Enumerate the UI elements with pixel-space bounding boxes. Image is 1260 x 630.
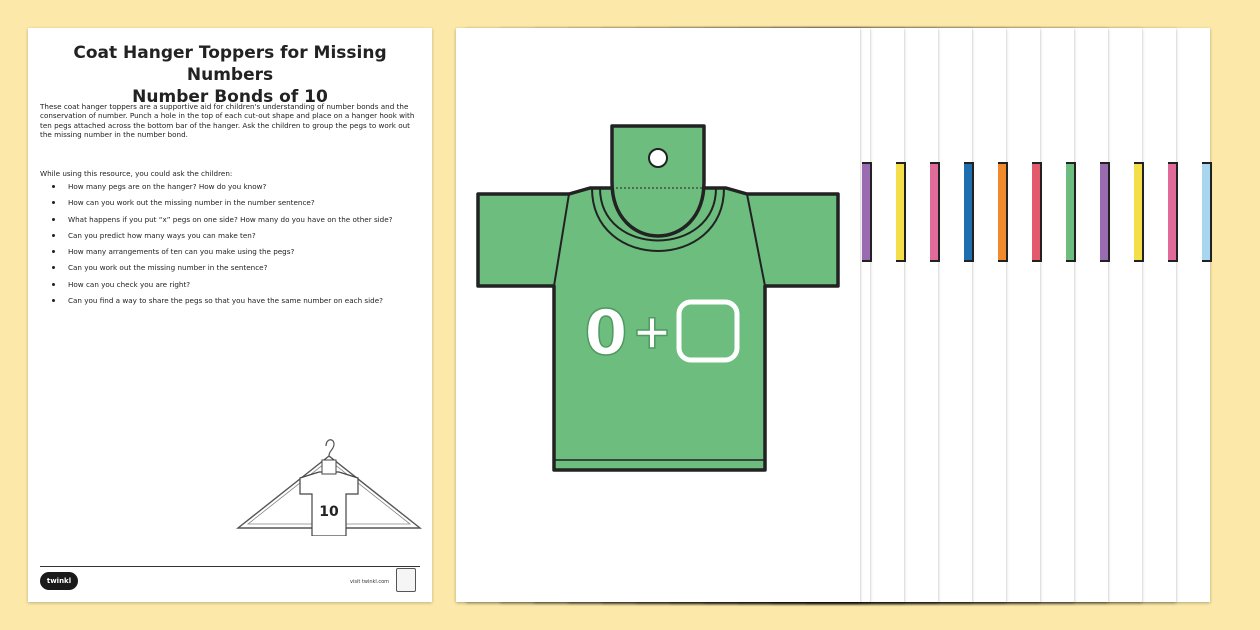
sleeve-strip xyxy=(1066,162,1076,262)
sleeve-strip xyxy=(964,162,974,262)
sleeve-strip xyxy=(1134,162,1144,262)
question-item: How can you work out the missing number in the number sentence? xyxy=(52,198,392,214)
sleeve-strip xyxy=(930,162,940,262)
sleeve-strip xyxy=(1202,162,1212,262)
sleeve-strip xyxy=(1168,162,1178,262)
while-using-text: While using this resource, you could ask the children: xyxy=(40,169,233,178)
question-item: How many arrangements of ten can you make using the pegs? xyxy=(52,247,392,263)
tshirt-topper xyxy=(474,124,842,472)
question-item: Can you find a way to share the pegs so that you have the same number on each side? xyxy=(52,296,392,312)
sleeve-strip xyxy=(998,162,1008,262)
equation-plus: + xyxy=(631,304,673,360)
sleeve-strip xyxy=(1032,162,1042,262)
sleeve-strip xyxy=(1100,162,1110,262)
twinkl-logo: twinkl xyxy=(40,572,78,590)
question-item: Can you work out the missing number in the sentence? xyxy=(52,263,392,279)
hanger-number: 10 xyxy=(319,504,339,520)
sleeve-strip xyxy=(896,162,906,262)
question-item: How many pegs are on the hanger? How do you know? xyxy=(52,182,392,198)
title-line-1: Coat Hanger Toppers for Missing Numbers xyxy=(73,43,387,85)
equation-number: 0 xyxy=(584,296,628,369)
intro-paragraph: These coat hanger toppers are a supportive aid for children's understanding of number bonds and the conservation of number. Punch a hole in the top of each cut-out shape and place on a hanger hook with ten pegs attached across the bottom bar of the hanger. Ask the children to group the pegs to work out the missing number in the number bond. xyxy=(40,102,415,139)
title-line-2: Number Bonds of 10 xyxy=(132,87,328,107)
footer-site: visit twinkl.com xyxy=(350,579,390,585)
question-item: How can you check you are right? xyxy=(52,280,392,296)
question-item: What happens if you put “x” pegs on one side? How many do you have on the other side? xyxy=(52,215,392,231)
sleeve-strip xyxy=(862,162,872,262)
question-item: Can you predict how many ways you can make ten? xyxy=(52,231,392,247)
